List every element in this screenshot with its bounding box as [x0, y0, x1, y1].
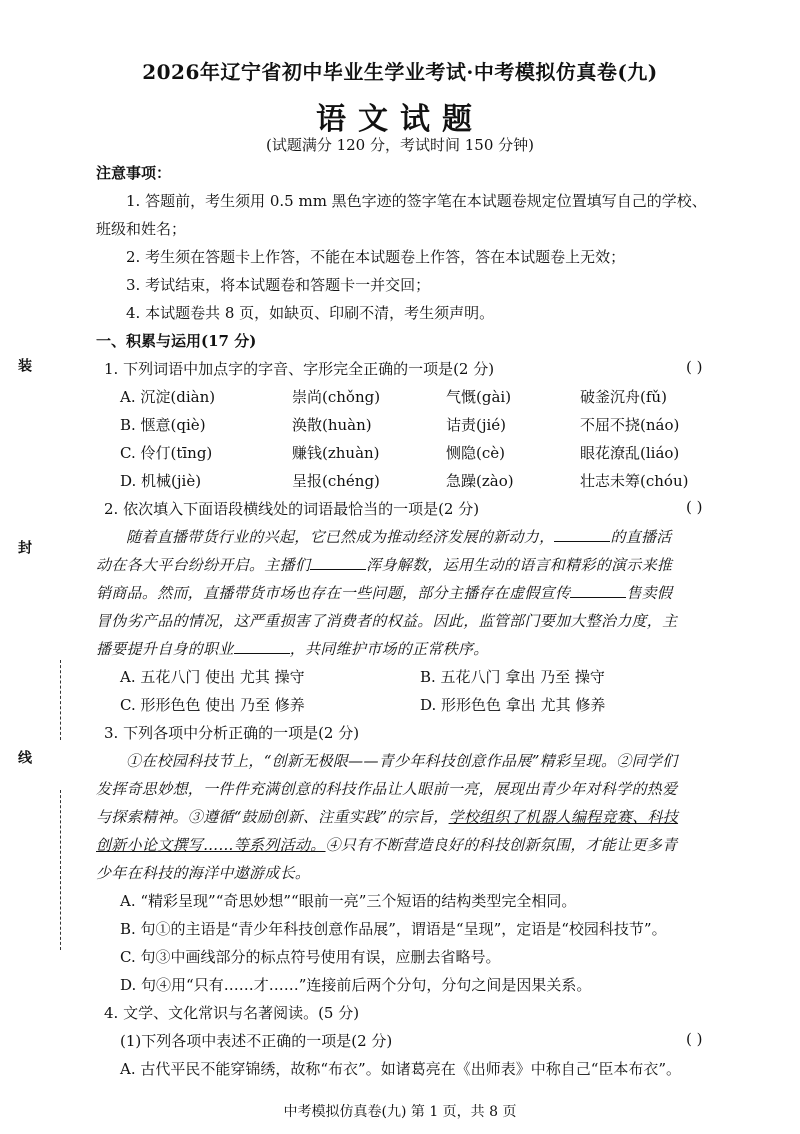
- q3-option-c: C. 句③中画线部分的标点符号使用有误，应删去省略号。: [120, 948, 501, 966]
- section-heading: 一、积累与运用(17 分): [96, 332, 257, 350]
- q2-passage-text: 动在各大平台纷纷开启。主播们: [96, 556, 311, 574]
- q2-passage-text: 的直播活: [610, 528, 672, 546]
- q3-passage-text: 与探索精神。③遵循“鼓励创新、注重实践”的宗旨，: [96, 808, 449, 826]
- q3-underlined-text: 创新小论文撰写……等系列活动。: [96, 836, 326, 854]
- q2-passage-text: 随着直播带货行业的兴起，它已然成为推动经济发展的新动力，: [126, 528, 555, 546]
- q1-option-b-4: 不屈不挠(náo): [580, 416, 680, 434]
- q2-passage-text: 销商品。然而，直播带货市场也存在一些问题，部分主播存在虚假宣传: [96, 584, 571, 602]
- q3-option-d: D. 句④用“只有……才……”连接前后两个分句，分句之间是因果关系。: [120, 976, 592, 994]
- question-4-sub-1: (1)下列各项中表述不正确的一项是(2 分): [120, 1032, 393, 1050]
- q2-option-a: A. 五花八门 使出 尤其 操守: [120, 668, 305, 686]
- q4-option-a: A. 古代平民不能穿锦绣，故称“布衣”。如诸葛亮在《出师表》中称自己“臣本布衣”。: [120, 1060, 682, 1078]
- q2-option-c: C. 形形色色 使出 乃至 修养: [120, 696, 305, 714]
- q3-option-a: A. “精彩呈现”“奇思妙想”“眼前一亮”三个短语的结构类型完全相同。: [120, 892, 577, 910]
- notice-item-3: 3. 考试结束，将本试题卷和答题卡一并交回；: [126, 276, 431, 294]
- q1-option-a-1: A. 沉淀(diàn): [120, 388, 216, 406]
- q1-option-b-1: B. 惬意(qiè): [120, 416, 206, 434]
- page-footer: 中考模拟仿真卷(九) 第 1 页，共 8 页: [283, 1104, 517, 1120]
- fill-blank: [310, 555, 366, 570]
- q2-passage-text: 播要提升自身的职业: [96, 640, 234, 658]
- q2-passage-line-5: [96, 638, 489, 659]
- question-3-stem: 3. 下列各项中分析正确的一项是(2 分): [104, 724, 360, 742]
- notice-item-1-cont: 班级和姓名；: [96, 220, 187, 238]
- question-2-stem: 2. 依次填入下面语段横线处的词语最恰当的一项是(2 分): [104, 500, 480, 518]
- q1-option-a-3: 气慨(gài): [446, 388, 512, 406]
- question-1-stem: 1. 下列词语中加点字的字音、字形完全正确的一项是(2 分): [104, 360, 495, 378]
- q3-passage-line-4: [96, 834, 677, 855]
- q1-option-d-1: D. 机械(jiè): [120, 472, 202, 490]
- q1-option-b-3: 诘责(jié): [446, 416, 507, 434]
- q1-option-a-4: 破釜沉舟(fǔ): [580, 388, 667, 406]
- fill-blank: [234, 639, 290, 654]
- q1-option-d-3: 急躁(zào): [446, 472, 514, 490]
- answer-bracket: ( ): [686, 358, 703, 376]
- notice-item-4: 4. 本试题卷共 8 页，如缺页、印刷不清，考生须声明。: [126, 304, 495, 322]
- q2-passage-line-4: 冒伪劣产品的情况，这严重损害了消费者的权益。因此，监管部门要加大整治力度，主: [96, 612, 678, 630]
- binding-dashed-line: [60, 660, 61, 740]
- q1-option-c-2: 赚钱(zhuàn): [292, 444, 380, 462]
- q2-option-b: B. 五花八门 拿出 乃至 操守: [420, 668, 605, 686]
- binding-mark-zhuang: 装: [16, 358, 32, 372]
- notice-heading: 注意事项：: [96, 164, 172, 182]
- q2-option-d: D. 形形色色 拿出 尤其 修养: [420, 696, 606, 714]
- fill-blank: [570, 583, 626, 598]
- answer-bracket: ( ): [686, 498, 703, 516]
- q2-passage-text: ，共同维护市场的正常秩序。: [289, 640, 489, 658]
- subject-title: 语文试题: [316, 102, 484, 137]
- q3-passage-line-2: 发挥奇思妙想，一件件充满创意的科技作品让人眼前一亮，展现出青少年对科学的热爱: [96, 780, 678, 798]
- q3-underlined-text: 学校组织了机器人编程竞赛、科技: [448, 808, 679, 826]
- binding-dashed-line: [60, 790, 61, 950]
- q1-option-c-4: 眼花潦乱(liáo): [580, 444, 680, 462]
- q3-passage-line-3: [96, 806, 678, 827]
- q1-option-c-1: C. 伶仃(tīng): [120, 444, 213, 462]
- q1-option-d-4: 壮志未筹(chóu): [580, 472, 689, 490]
- q2-passage-text: 售卖假: [626, 584, 673, 602]
- q1-option-a-2: 崇尚(chǒng): [292, 388, 381, 406]
- answer-bracket: ( ): [686, 1030, 703, 1048]
- q2-passage-line-2: [96, 554, 672, 575]
- q3-passage-line-5: 少年在科技的海洋中遨游成长。: [96, 864, 311, 882]
- notice-item-2: 2. 考生须在答题卡上作答，不能在本试题卷上作答，答在本试题卷上无效；: [126, 248, 626, 266]
- notice-item-1: 1. 答题前，考生须用 0.5 mm 黑色字迹的签字笔在本试题卷规定位置填写自己的学校、: [126, 192, 707, 210]
- exam-title: 2026年辽宁省初中毕业生学业考试·中考模拟仿真卷(九): [142, 60, 658, 84]
- q3-passage-line-1: ①在校园科技节上，“创新无极限——青少年科技创意作品展”精彩呈现。②同学们: [126, 752, 678, 770]
- q2-passage-line-3: [96, 582, 672, 603]
- exam-info: (试题满分 120 分，考试时间 150 分钟): [265, 136, 535, 154]
- q2-passage-line-1: [126, 526, 672, 547]
- question-4-stem: 4. 文学、文化常识与名著阅读。(5 分): [104, 1004, 360, 1022]
- binding-mark-xian: 线: [16, 750, 32, 764]
- fill-blank: [554, 527, 610, 542]
- q1-option-c-3: 恻隐(cè): [446, 444, 505, 462]
- q2-passage-text: 浑身解数，运用生动的语言和精彩的演示来推: [366, 556, 673, 574]
- q1-option-d-2: 呈报(chéng): [292, 472, 380, 490]
- q3-option-b: B. 句①的主语是“青少年科技创意作品展”，谓语是“呈现”，定语是“校园科技节”。: [120, 920, 667, 938]
- binding-mark-feng: 封: [16, 540, 32, 554]
- q1-option-b-2: 涣散(huàn): [292, 416, 372, 434]
- q3-passage-text: ④只有不断营造良好的科技创新氛围，才能让更多青: [325, 836, 678, 854]
